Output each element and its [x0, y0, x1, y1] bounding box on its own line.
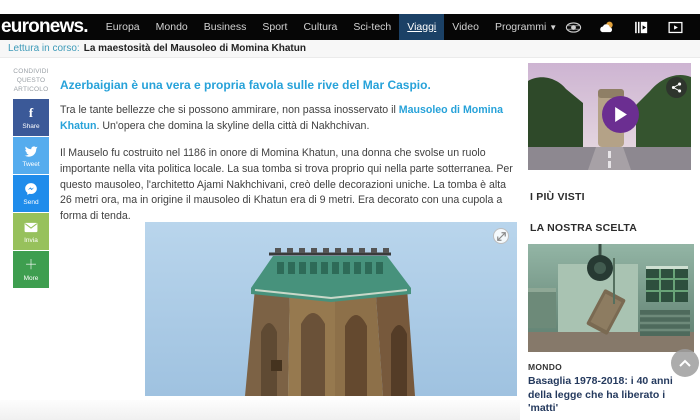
expand-icon[interactable]	[493, 228, 509, 244]
paragraph-1-text-after: . Un'opera che domina la skyline della città di Nakhchivan.	[96, 119, 370, 132]
video-thumbnail[interactable]	[528, 63, 691, 170]
messenger-share-label: Send	[23, 199, 39, 207]
nav-item-sport[interactable]: Sport	[262, 21, 288, 33]
reading-progress-bar	[0, 40, 700, 58]
nav-icon-group	[565, 19, 700, 36]
featured-article[interactable]	[528, 244, 694, 416]
email-share-button[interactable]	[13, 213, 49, 250]
twitter-tweet-button[interactable]	[13, 137, 49, 174]
article-body	[60, 78, 518, 236]
featured-article-category: MONDO	[528, 362, 563, 372]
momina-khatun-link[interactable]: Mausoleo di Momina Khatun	[60, 104, 503, 132]
reading-bar-label: Lettura in corso:	[8, 43, 80, 54]
article-paragraph-1	[60, 103, 518, 135]
mausoleum-photo-svg	[145, 222, 517, 396]
magazine-icon[interactable]	[633, 19, 650, 36]
messenger-svg	[24, 182, 38, 196]
facebook-share-button[interactable]	[13, 99, 49, 136]
mausoleum-photo[interactable]	[145, 222, 517, 396]
play-triangle-svg	[614, 107, 627, 122]
nav-item-europa[interactable]: Europa	[105, 21, 140, 33]
chevron-down-icon: ▼	[549, 22, 558, 32]
most-viewed-heading: I PIÙ VISTI	[530, 191, 585, 203]
facebook-icon: f	[28, 105, 34, 121]
more-share-label: More	[23, 275, 39, 283]
reading-bar-title: La maestosità del Mausoleo di Momina Khatun	[83, 43, 306, 54]
nav-item-video[interactable]: Video	[452, 21, 479, 33]
envelope-icon	[24, 219, 38, 235]
share-heading: CONDIVIDI QUESTO ARTICOLO	[13, 68, 49, 93]
top-white-strip	[0, 0, 700, 14]
article-paragraph-2: Il Mauselo fu costruito nel 1186 in onore di Momina Khatun, una donna che svolse un ruolo importante nella vita politica locale. La sua tomba si trova proprio qui nella parte sotterranea. Per questo mausoleo, l'architetto Ajami Nakhchivani, creò delle decorazioni uniche. La tomba è alta 26 metri ora, ma in origine il mausoleo di Khatun era di 9 metri. Era decorato con una cupola a forma di tenda.	[60, 146, 513, 223]
chevron-up-icon	[679, 359, 691, 367]
nav-item-business[interactable]: Business	[203, 21, 247, 33]
plus-icon: ＋	[24, 257, 38, 273]
play-button[interactable]	[602, 96, 639, 133]
share-glyph-svg	[671, 82, 682, 93]
weather-icon[interactable]	[599, 19, 616, 36]
featured-article-image-svg	[528, 244, 694, 352]
euronews-logo[interactable]: euronews.	[1, 16, 88, 37]
article-lead: Azerbaigian è una vera e propria favola sulle rive del Mar Caspio.	[60, 78, 431, 92]
messenger-icon	[24, 181, 38, 197]
nav-item-programmi-label: Programmi	[494, 21, 547, 33]
twitter-share-label: Tweet	[22, 161, 40, 169]
top-nav	[0, 14, 700, 40]
our-choice-heading: LA NOSTRA SCELTA	[530, 222, 638, 234]
nav-item-programmi[interactable]	[487, 14, 565, 40]
more-share-button[interactable]	[13, 251, 49, 288]
magazine-svg	[633, 19, 650, 36]
video-player-icon[interactable]	[667, 19, 684, 36]
content-bottom-fade	[0, 400, 520, 420]
twitter-bird-svg	[24, 145, 38, 157]
nav-item-mondo[interactable]: Mondo	[155, 21, 188, 33]
envelope-svg	[24, 222, 38, 233]
twitter-bird-icon	[24, 143, 38, 159]
email-share-label: Invia	[24, 237, 38, 245]
paragraph-1-text-before: Tra le tante bellezze che si possono ammirare, non passa inosservato il	[60, 104, 399, 116]
facebook-share-label: Share	[22, 123, 40, 131]
video-player-svg	[667, 19, 684, 36]
weather-svg	[599, 19, 616, 36]
messenger-send-button[interactable]	[13, 175, 49, 212]
live-eye-svg	[565, 19, 582, 36]
featured-article-title: Basaglia 1978-2018: i 40 anni della legge che ha liberato i 'matti'	[528, 375, 673, 415]
expand-arrow-svg	[497, 232, 506, 241]
live-eye-icon[interactable]	[565, 19, 582, 36]
nav-item-sci-tech[interactable]: Sci-tech	[353, 21, 392, 33]
nav-item-cultura[interactable]: Cultura	[303, 21, 338, 33]
nav-item-viaggi-active[interactable]: Viaggi	[399, 14, 444, 40]
share-column	[13, 68, 49, 289]
nav-menu	[98, 14, 565, 40]
scroll-to-top-button[interactable]	[671, 349, 699, 377]
share-icon[interactable]	[666, 77, 687, 98]
